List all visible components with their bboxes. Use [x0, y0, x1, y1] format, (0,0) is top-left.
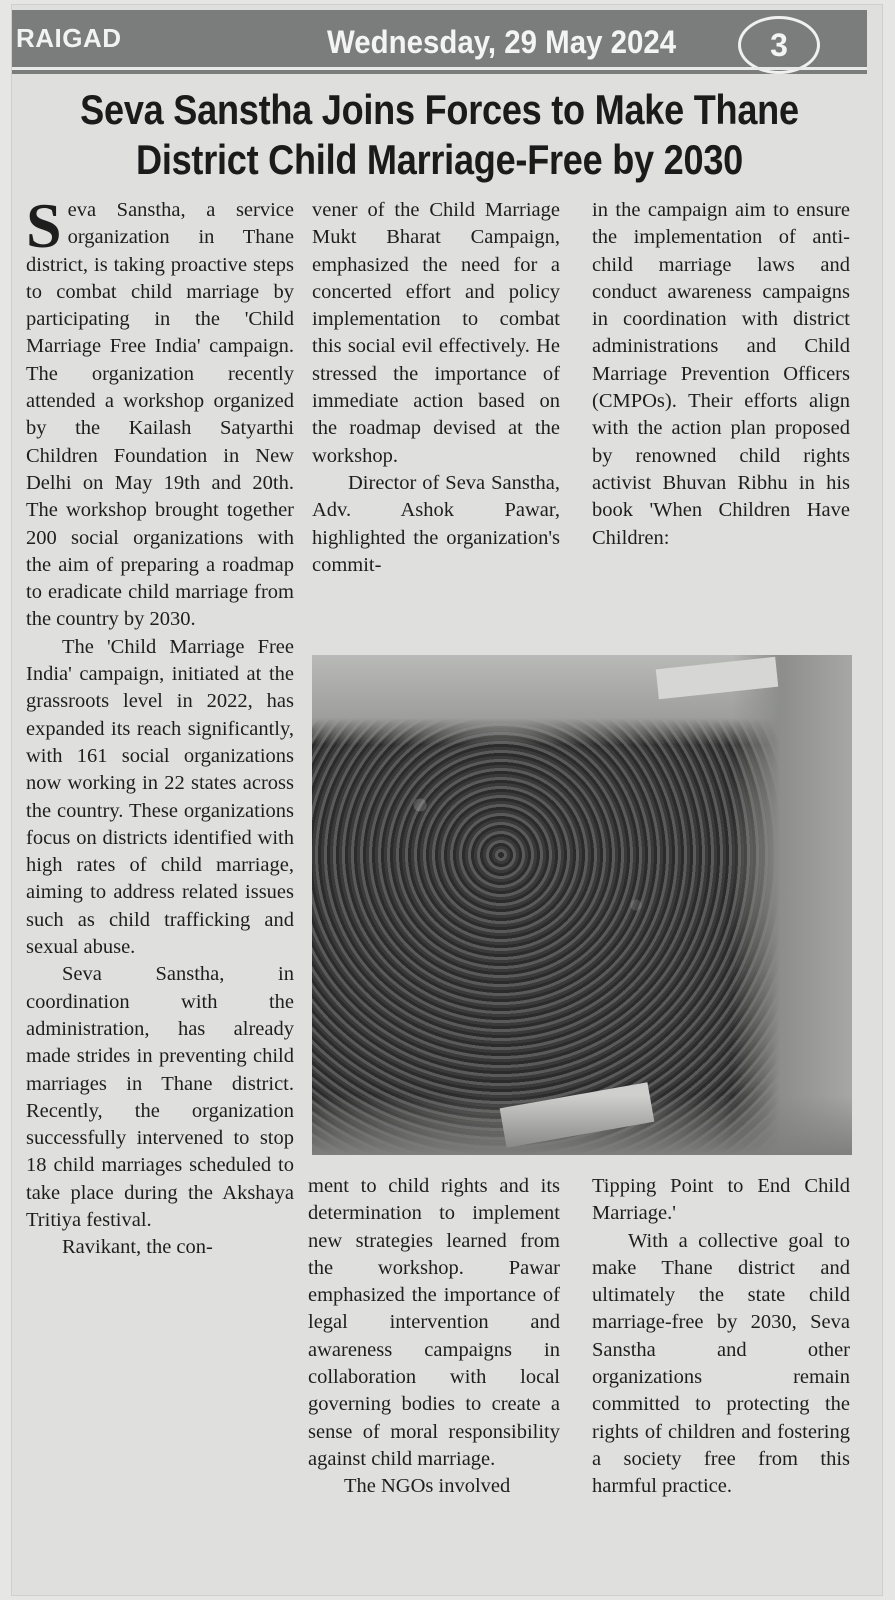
article-column-3-top: [592, 197, 850, 552]
page-number-badge: 3: [738, 16, 820, 74]
paragraph: The NGOs involved: [344, 1475, 511, 1498]
paragraph: in the campaign aim to ensure the implementation of anti-child marriage laws and conduct awareness campaigns in coordination with district administrations and Child Marriage Prevention Officers (CMPOs). Their efforts align with the action plan proposed by renowned child rights activist Bhuvan Ribhu in his book 'When Children Have Children:: [592, 199, 850, 549]
paragraph: Tipping Point to End Child Marriage.': [592, 1175, 850, 1225]
drop-cap: S: [26, 190, 62, 261]
masthead-rule: [12, 67, 867, 70]
group-photo: [312, 655, 852, 1155]
issue-date: Wednesday, 29 May 2024: [327, 24, 677, 60]
paragraph: Director of Seva Sanstha, Adv. Ashok Pawar, highlighted the organization's commit-: [312, 471, 560, 576]
newspaper-page: [12, 5, 882, 1595]
paragraph: The 'Child Marriage Free India' campaign, initiated at the grassroots level in 2022, has expanded its reach significantly, with 161 social organizations now working in 22 states across the country. These organizations focus on districts identified with high rates of child marriage, aiming to address related issues such as child trafficking and sexual abuse.: [26, 635, 294, 959]
masthead-bar: [12, 10, 867, 74]
article-column-2-bottom: [308, 1173, 560, 1501]
paragraph: With a collective goal to make Thane district and ultimately the state child marriage-free by 2030, Seva Sanstha and other organizations remain committed to protecting the rights of children and fostering a society free from this harmful practice.: [592, 1229, 850, 1498]
headline-line-2: District Child Marriage-Free by 2030: [136, 136, 743, 183]
paragraph: Seva Sanstha, in coordination with the administration, has already made strides in preventing child marriages in Thane district. Recently, the organization successfully intervened to stop 18 child marriages scheduled to take place during the Akshaya Tritiya festival.: [26, 963, 294, 1231]
article-headline: [72, 85, 807, 185]
article-column-3-bottom: [592, 1173, 850, 1501]
paragraph: ment to child rights and its determination to implement new strategies learned from the workshop. Pawar emphasized the importance of legal intervention and awareness campaigns in collaboration with local governing bodies to create a sense of moral responsibility against child marriage.: [308, 1175, 560, 1470]
article-column-1: [26, 190, 294, 1262]
paragraph: vener of the Child Marriage Mukt Bharat Campaign, emphasized the need for a concerted effort and policy implementation to combat this social evil effectively. He stressed the importance of immediate action based on the roadmap devised at the workshop.: [312, 199, 560, 467]
paragraph: eva Sanstha, a service organization in Thane district, is taking proactive steps to combat child marriage by participating in the 'Child Marriage Free India' campaign. The organization recently attended a workshop organized by the Kailash Satyarthi Children Foundation in New Delhi on May 19th and 20th. The workshop brought together 200 social organizations with the aim of preparing a roadmap to eradicate child marriage from the country by 2030.: [26, 199, 294, 631]
photo-ground: [312, 1095, 852, 1155]
headline-line-1: Seva Sanstha Joins Forces to Make Thane: [80, 86, 799, 133]
photo-background-right: [732, 655, 852, 1155]
section-name: RAIGAD: [16, 23, 122, 53]
paragraph: Ravikant, the con-: [62, 1236, 213, 1259]
article-column-2-top: [312, 197, 560, 579]
